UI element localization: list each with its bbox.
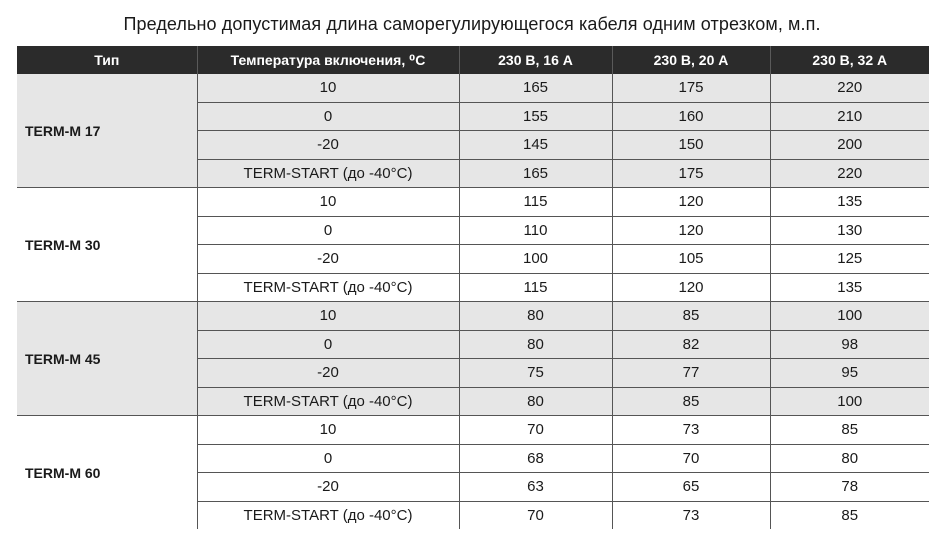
value-cell-20a: 85 (612, 302, 770, 331)
value-cell-20a: 160 (612, 102, 770, 131)
table-title: Предельно допустимая длина саморегулирующегося кабеля одним отрезком, м.п. (123, 14, 821, 34)
value-cell-16a: 165 (459, 159, 612, 188)
value-cell-32a: 210 (770, 102, 929, 131)
value-cell-16a: 145 (459, 131, 612, 160)
value-cell-16a: 80 (459, 387, 612, 416)
value-cell-32a: 85 (770, 416, 929, 445)
temp-cell: 10 (197, 302, 459, 331)
type-cell: TERM-M 60 (17, 416, 197, 530)
value-cell-16a: 75 (459, 359, 612, 388)
value-cell-20a: 120 (612, 273, 770, 302)
value-cell-32a: 95 (770, 359, 929, 388)
group-term-m-17 (17, 74, 929, 188)
value-cell-16a: 115 (459, 188, 612, 217)
temp-cell: 0 (197, 102, 459, 131)
value-cell-32a: 80 (770, 444, 929, 473)
header-type: Тип (17, 46, 197, 74)
temp-cell: 10 (197, 74, 459, 102)
value-cell-20a: 175 (612, 159, 770, 188)
type-cell: TERM-M 17 (17, 74, 197, 188)
temp-cell: -20 (197, 131, 459, 160)
value-cell-32a: 135 (770, 273, 929, 302)
value-cell-16a: 115 (459, 273, 612, 302)
value-cell-32a: 100 (770, 387, 929, 416)
group-term-m-60 (17, 416, 929, 530)
value-cell-20a: 70 (612, 444, 770, 473)
table-row (17, 416, 929, 445)
value-cell-32a: 85 (770, 501, 929, 529)
table-header (17, 46, 929, 74)
value-cell-16a: 80 (459, 302, 612, 331)
value-cell-32a: 125 (770, 245, 929, 274)
value-cell-20a: 105 (612, 245, 770, 274)
header-temperature: Температура включения, ⁰С (197, 46, 459, 74)
temp-cell: 0 (197, 330, 459, 359)
header-230v-32a: 230 В, 32 А (770, 46, 929, 74)
value-cell-20a: 77 (612, 359, 770, 388)
type-cell: TERM-M 45 (17, 302, 197, 416)
value-cell-20a: 120 (612, 216, 770, 245)
temp-cell: 0 (197, 216, 459, 245)
header-230v-16a: 230 В, 16 А (459, 46, 612, 74)
value-cell-20a: 65 (612, 473, 770, 502)
temp-cell: TERM-START (до -40°С) (197, 387, 459, 416)
value-cell-16a: 155 (459, 102, 612, 131)
value-cell-32a: 78 (770, 473, 929, 502)
value-cell-20a: 73 (612, 416, 770, 445)
value-cell-16a: 80 (459, 330, 612, 359)
value-cell-20a: 73 (612, 501, 770, 529)
value-cell-16a: 63 (459, 473, 612, 502)
temp-cell: -20 (197, 473, 459, 502)
value-cell-20a: 82 (612, 330, 770, 359)
temp-cell: -20 (197, 359, 459, 388)
value-cell-20a: 85 (612, 387, 770, 416)
table-row (17, 188, 929, 217)
type-cell: TERM-M 30 (17, 188, 197, 302)
value-cell-16a: 70 (459, 501, 612, 529)
temp-cell: 0 (197, 444, 459, 473)
temp-cell: 10 (197, 416, 459, 445)
value-cell-32a: 135 (770, 188, 929, 217)
header-row (17, 46, 929, 74)
table-row (17, 74, 929, 102)
temp-cell: TERM-START (до -40°С) (197, 273, 459, 302)
value-cell-32a: 220 (770, 159, 929, 188)
cable-length-table (17, 46, 929, 529)
group-term-m-30 (17, 188, 929, 302)
value-cell-32a: 200 (770, 131, 929, 160)
value-cell-16a: 70 (459, 416, 612, 445)
temp-cell: 10 (197, 188, 459, 217)
value-cell-20a: 175 (612, 74, 770, 102)
value-cell-16a: 165 (459, 74, 612, 102)
value-cell-32a: 220 (770, 74, 929, 102)
temp-cell: -20 (197, 245, 459, 274)
table-row (17, 302, 929, 331)
value-cell-32a: 98 (770, 330, 929, 359)
value-cell-16a: 68 (459, 444, 612, 473)
value-cell-32a: 100 (770, 302, 929, 331)
value-cell-32a: 130 (770, 216, 929, 245)
temp-cell: TERM-START (до -40°С) (197, 159, 459, 188)
value-cell-16a: 100 (459, 245, 612, 274)
value-cell-16a: 110 (459, 216, 612, 245)
value-cell-20a: 150 (612, 131, 770, 160)
temp-cell: TERM-START (до -40°С) (197, 501, 459, 529)
group-term-m-45 (17, 302, 929, 416)
value-cell-20a: 120 (612, 188, 770, 217)
header-230v-20a: 230 В, 20 А (612, 46, 770, 74)
